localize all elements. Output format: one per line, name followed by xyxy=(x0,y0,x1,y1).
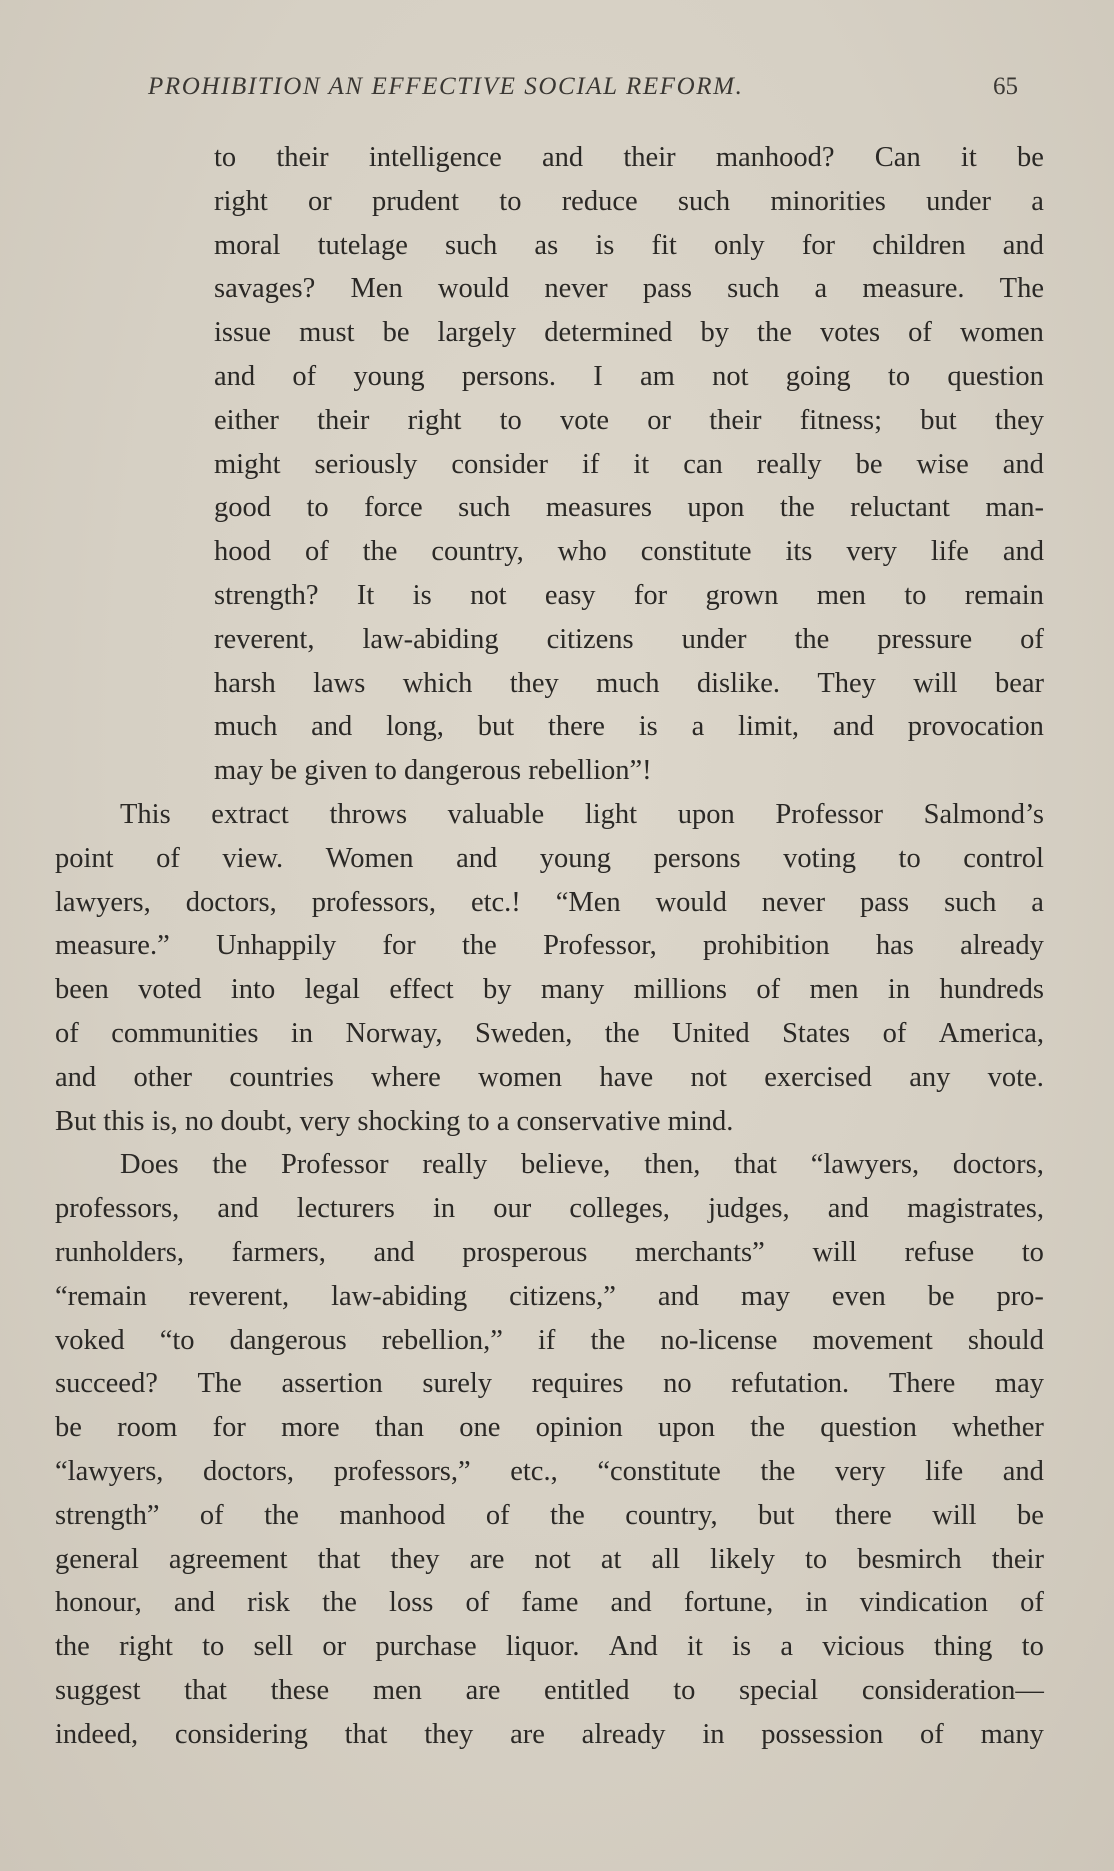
paragraph-line: be room for more than one opinion upon the question whether xyxy=(55,1412,1044,1443)
paragraph-line: “remain reverent, law-abiding citizens,” and may even be pro- xyxy=(55,1281,1044,1312)
paragraph-line: succeed? The assertion surely requires no refutation. There may xyxy=(55,1368,1044,1399)
paragraph-line: general agreement that they are not at all likely to besmirch their xyxy=(55,1544,1044,1575)
paragraph-line: Does the Professor really believe, then, that “lawyers, doctors, xyxy=(120,1149,1044,1180)
quote-line: and of young persons. I am not going to question xyxy=(214,361,1044,392)
paragraph-line: professors, and lecturers in our colleges, judges, and magistrates, xyxy=(55,1193,1044,1224)
quote-line: might seriously consider if it can really be wise and xyxy=(214,449,1044,480)
paragraph-line: of communities in Norway, Sweden, the United States of America, xyxy=(55,1018,1044,1049)
paragraph-line: the right to sell or purchase liquor. And it is a vicious thing to xyxy=(55,1631,1044,1662)
paragraph-line: point of view. Women and young persons voting to control xyxy=(55,843,1044,874)
quote-line: right or prudent to reduce such minorities under a xyxy=(214,186,1044,217)
paragraph-line: strength” of the manhood of the country, but there will be xyxy=(55,1500,1044,1531)
paragraph-line: voked “to dangerous rebellion,” if the no-license movement should xyxy=(55,1325,1044,1356)
quote-line: hood of the country, who constitute its very life and xyxy=(214,536,1044,567)
paragraph-line: This extract throws valuable light upon Professor Salmond’s xyxy=(120,799,1044,830)
quote-line: strength? It is not easy for grown men to remain xyxy=(214,580,1044,611)
quote-line: much and long, but there is a limit, and provocation xyxy=(214,711,1044,742)
paragraph-line: But this is, no doubt, very shocking to a conservative mind. xyxy=(55,1106,734,1137)
page-number: 65 xyxy=(993,73,1018,100)
paragraph-line: honour, and risk the loss of fame and fortune, in vindication of xyxy=(55,1587,1044,1618)
quote-line: harsh laws which they much dislike. They will bear xyxy=(214,668,1044,699)
paragraph-line: measure.” Unhappily for the Professor, prohibition has already xyxy=(55,930,1044,961)
paragraph-line: and other countries where women have not exercised any vote. xyxy=(55,1062,1044,1093)
quote-line: may be given to dangerous rebellion”! xyxy=(214,755,652,786)
paragraph-line: suggest that these men are entitled to special consideration— xyxy=(55,1675,1044,1706)
paragraph-line: runholders, farmers, and prosperous merchants” will refuse to xyxy=(55,1237,1044,1268)
paragraph-line: “lawyers, doctors, professors,” etc., “constitute the very life and xyxy=(55,1456,1044,1487)
running-head xyxy=(148,73,1018,113)
paragraph-line: lawyers, doctors, professors, etc.! “Men would never pass such a xyxy=(55,887,1044,918)
quote-line: good to force such measures upon the reluctant man- xyxy=(214,492,1044,523)
quote-line: moral tutelage such as is fit only for children and xyxy=(214,230,1044,261)
quote-line: either their right to vote or their fitness; but they xyxy=(214,405,1044,436)
quote-line: reverent, law-abiding citizens under the pressure of xyxy=(214,624,1044,655)
quote-line: to their intelligence and their manhood? Can it be xyxy=(214,142,1044,173)
quote-line: savages? Men would never pass such a measure. The xyxy=(214,273,1044,304)
running-head-title: PROHIBITION AN EFFECTIVE SOCIAL REFORM. xyxy=(148,73,744,100)
quote-line: issue must be largely determined by the votes of women xyxy=(214,317,1044,348)
paragraph-line: indeed, considering that they are already in possession of many xyxy=(55,1719,1044,1750)
paragraph-line: been voted into legal effect by many millions of men in hundreds xyxy=(55,974,1044,1005)
